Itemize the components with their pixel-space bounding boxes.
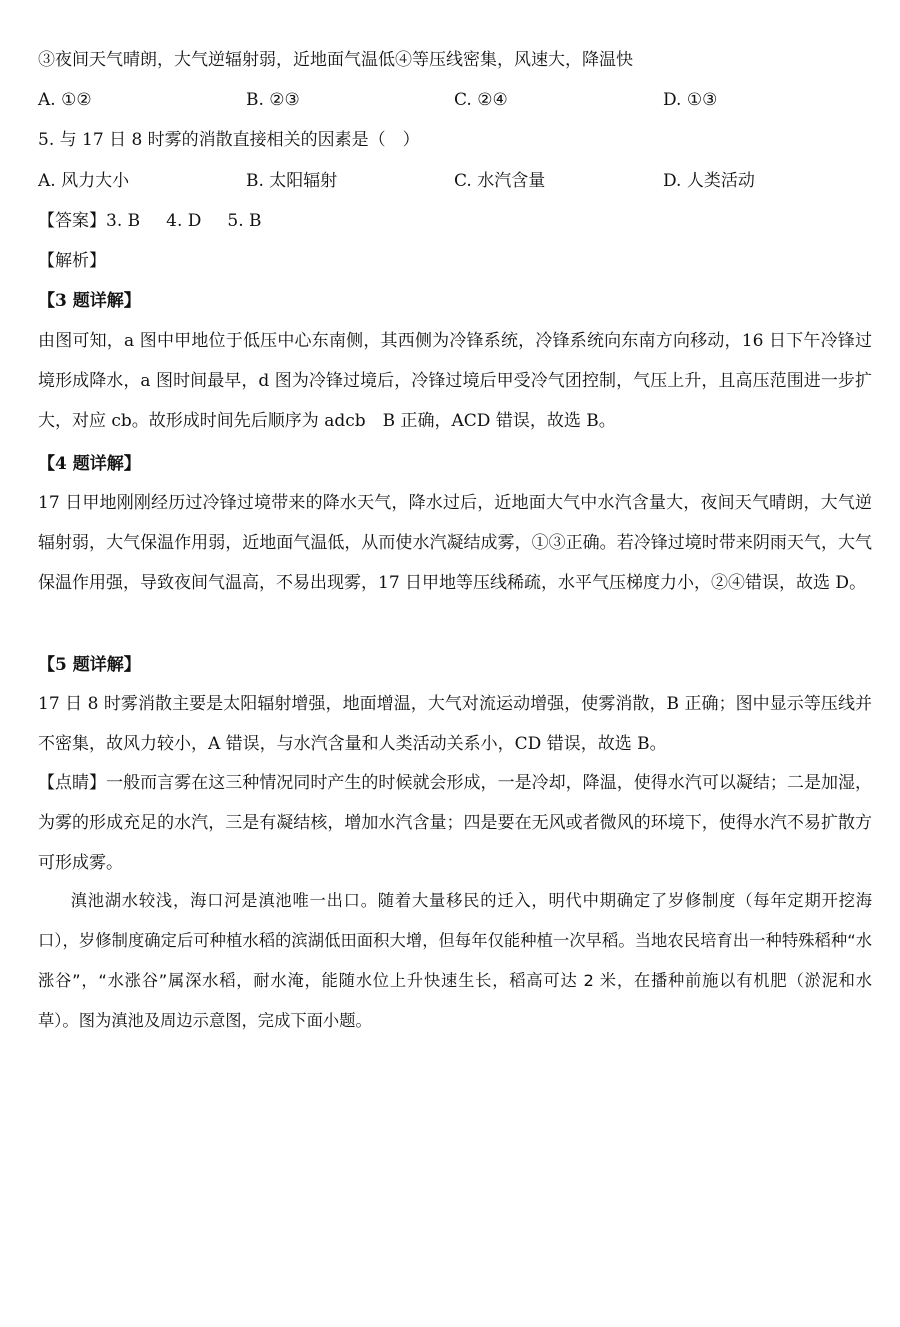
question-5-stem: 5. 与 17 日 8 时雾的消散直接相关的因素是（ ）: [38, 130, 420, 150]
answer-item: 5. B: [227, 211, 262, 231]
intro-paragraph: 滇池湖水较浅，海口河是滇池唯一出口。随着大量移民的迁入，明代中期确定了岁修制度（每年定期开挖海口），岁修制度确定后可种植水稻的滨湖低田面积大增，但每年仅能种植一次早稻。当地农民培育出一种特殊稻种“水涨谷”，“水涨谷”属深水稻，耐水淹，能随水位上升快速生长，稻高可达 2 米，在播种前施以有机肥（淤泥和水草）。图为滇池及周边示意图，完成下面小题。: [38, 891, 872, 1030]
answer-item: 3. B: [106, 211, 141, 231]
answer-label: 【答案】: [38, 211, 106, 231]
detail-5-text: 17 日 8 时雾消散主要是太阳辐射增强，地面增温，大气对流运动增强，使雾消散，B 正确；图中显示等压线并不密集，故风力较小，A 错误，与水汽含量和人类活动关系小，CD 错误，故选 B。: [38, 694, 872, 754]
option-c: C. ②④: [454, 90, 508, 110]
answer-item: 4. D: [166, 211, 202, 231]
detail-4-heading: 【4 题详解】: [38, 454, 141, 474]
option-b: B. 太阳辐射: [246, 171, 338, 191]
analysis-label: 【解析】: [38, 251, 106, 271]
question-4-statement-tail: ③夜间天气晴朗，大气逆辐射弱，近地面气温低④等压线密集，风速大，降温快: [38, 50, 633, 70]
option-a: A. 风力大小: [38, 171, 130, 191]
detail-5-heading: 【5 题详解】: [38, 655, 141, 675]
question-5-options: [38, 169, 872, 193]
option-c: C. 水汽含量: [454, 171, 546, 191]
option-d: D. 人类活动: [663, 171, 755, 191]
answer-line: [38, 209, 288, 233]
question-4-options: [38, 88, 872, 112]
tip-paragraph: [38, 763, 872, 883]
option-b: B. ②③: [246, 90, 300, 110]
option-a: A. ①②: [38, 90, 92, 110]
tip-label: 【点睛】: [38, 773, 107, 793]
detail-3-text: 由图可知，a 图中甲地位于低压中心东南侧，其西侧为冷锋系统，冷锋系统向东南方向移动，16 日下午冷锋过境形成降水，a 图时间最早，d 图为冷锋过境后，冷锋过境后甲受冷气团控制，气压上升，且高压范围进一步扩大，对应 cb。故形成时间先后顺序为 adcb B 正确，ACD 错误，故选 B。: [38, 331, 872, 431]
detail-3-heading: 【3 题详解】: [38, 291, 141, 311]
tip-text: 一般而言雾在这三种情况同时产生的时候就会形成，一是冷却，降温，使得水汽可以凝结；二是加湿，为雾的形成充足的水汽，三是有凝结核，增加水汽含量；四是要在无风或者微风的环境下，使得水汽不易扩散方可形成雾。: [38, 773, 873, 873]
detail-4-text: 17 日甲地刚刚经历过冷锋过境带来的降水天气，降水过后，近地面大气中水汽含量大，夜间天气晴朗，大气逆辐射弱，大气保温作用弱，近地面气温低，从而使水汽凝结成雾，①③正确。若冷锋过境时带来阴雨天气，大气保温作用强，导致夜间气温高，不易出现雾，17 日甲地等压线稀疏，水平气压梯度力小，②④错误，故选 D。: [38, 493, 872, 593]
option-d: D. ①③: [663, 90, 718, 110]
